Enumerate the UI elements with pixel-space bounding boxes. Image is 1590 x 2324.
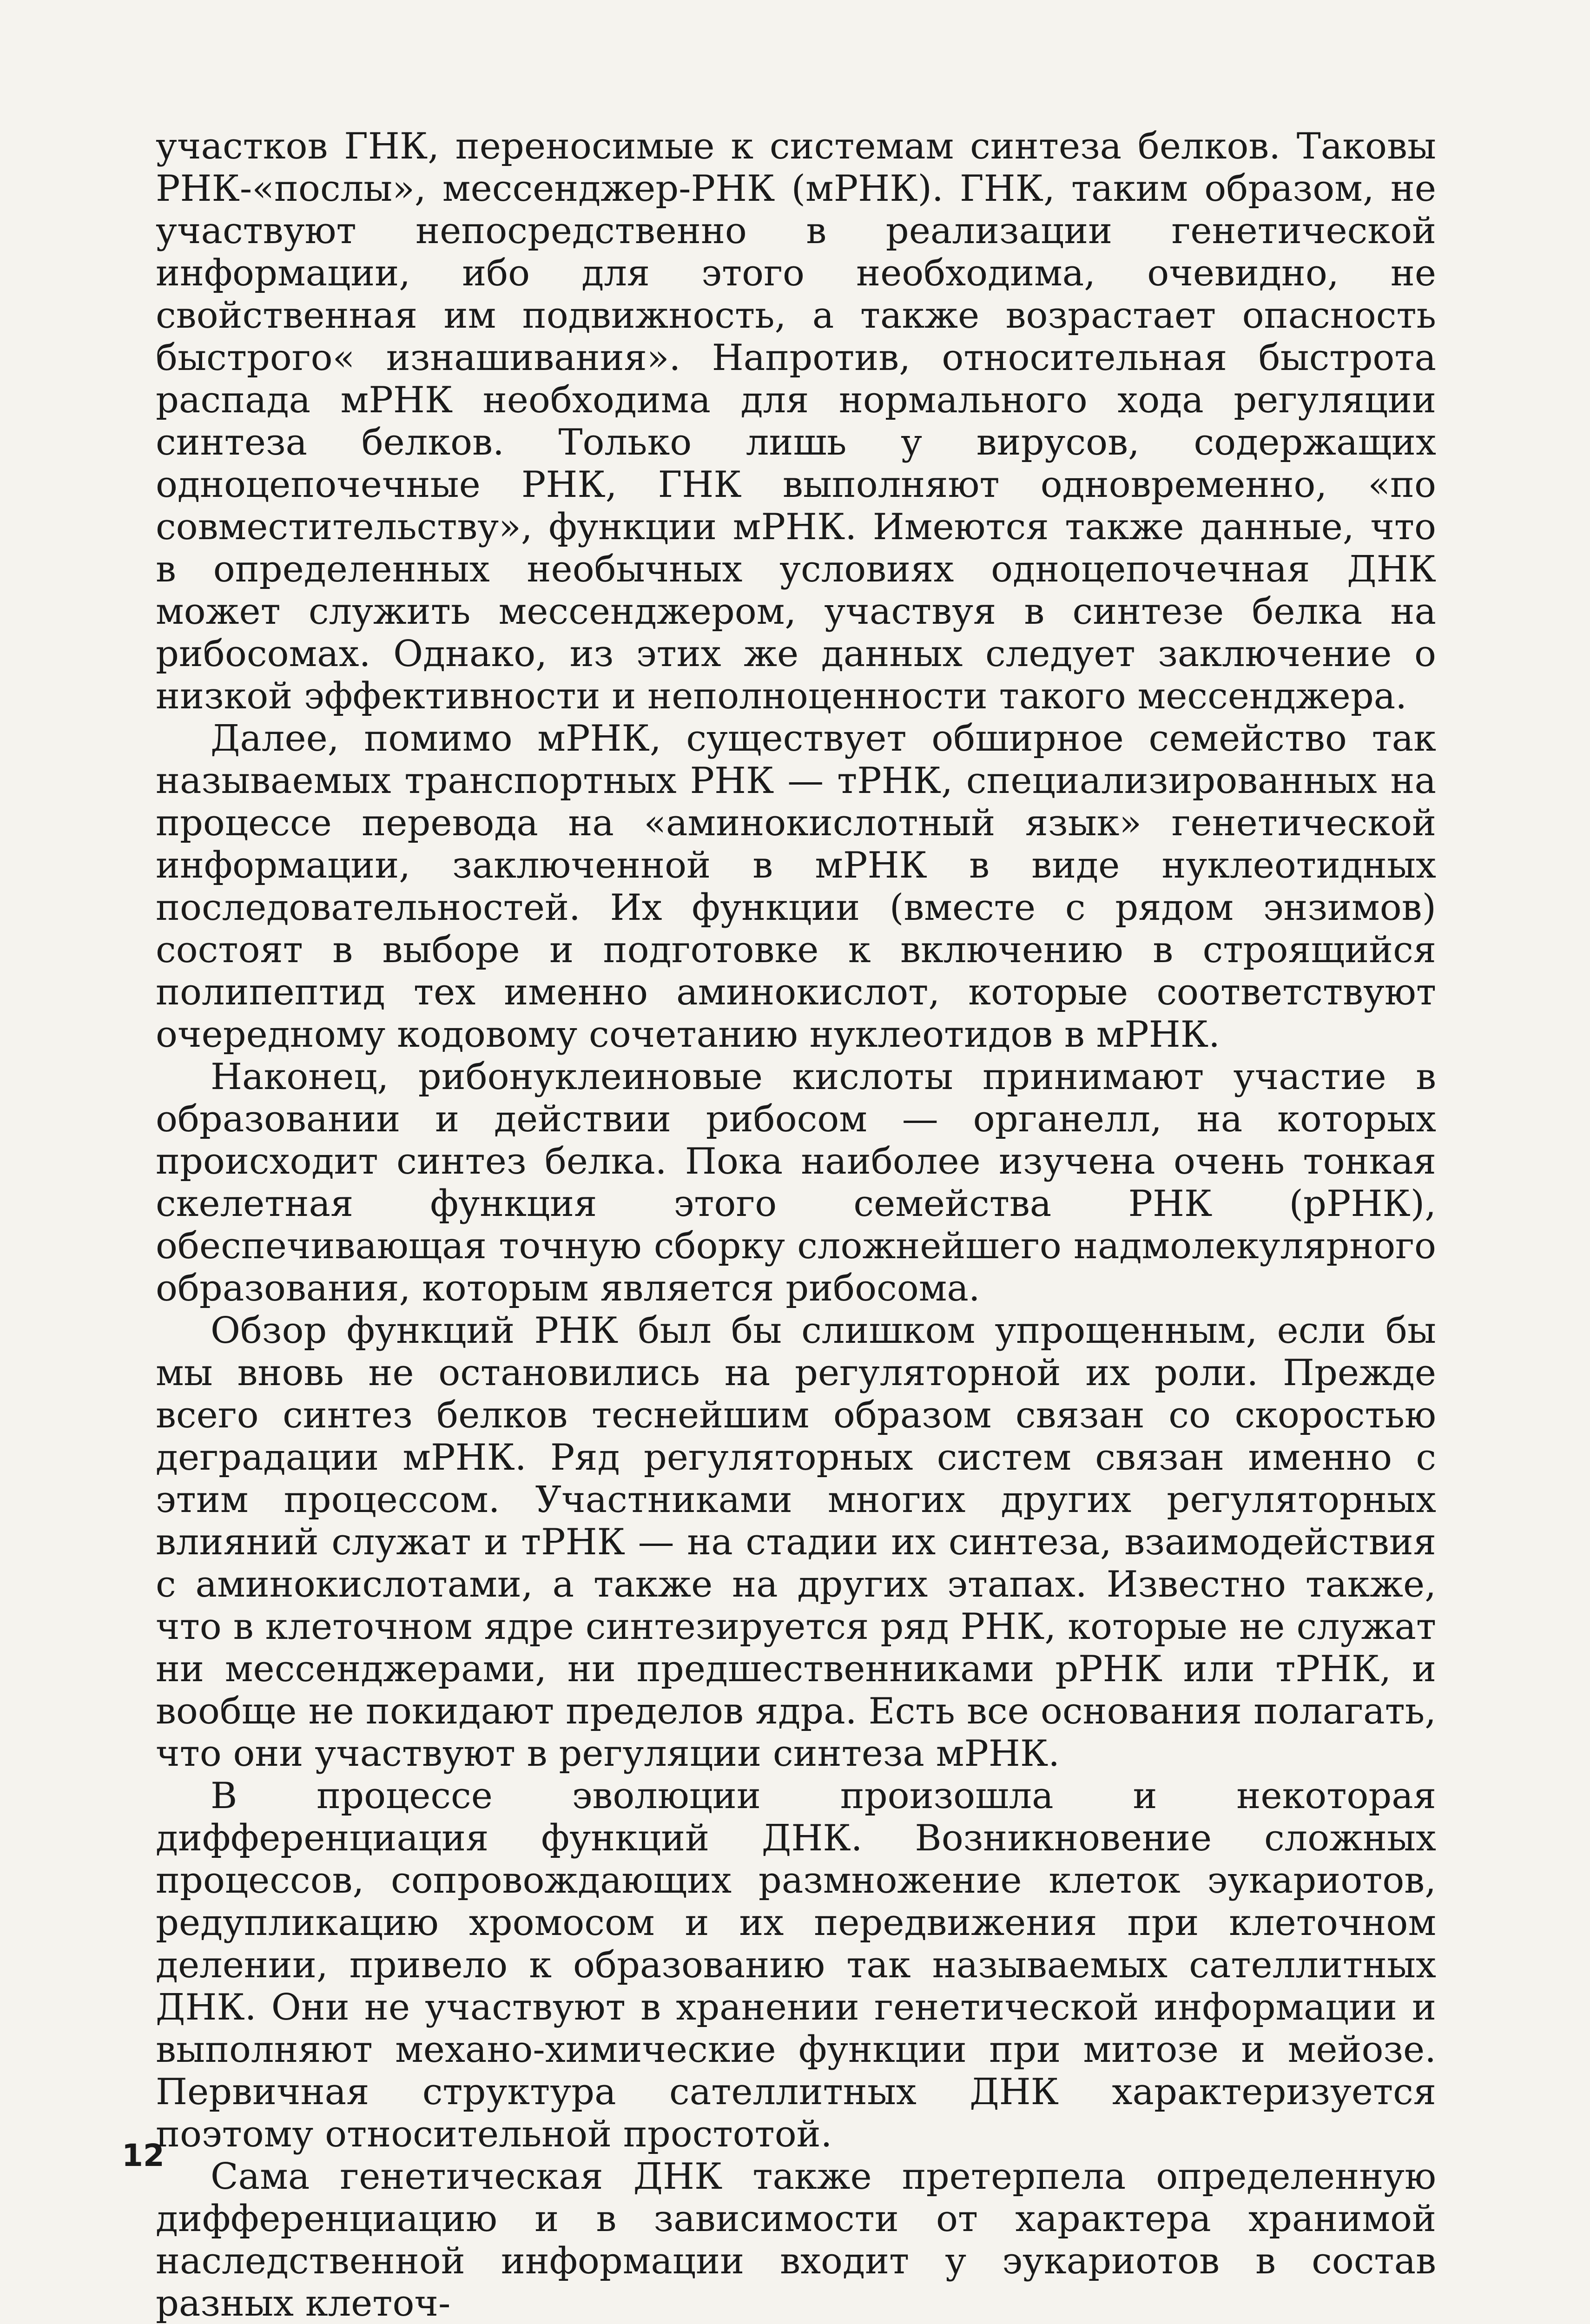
page-number: 12 <box>122 2138 165 2173</box>
paragraph: Обзор функций РНК был бы слишком упрощенным, если бы мы вновь не остановились на регуляторной их роли. Прежде всего синтез белков теснейшим образом связан со скоростью деградации мРНК. Ряд регуляторных систем связан именно с этим процессом. Участниками многих других регуляторных влияний служат и тРНК — на стадии их синтеза, взаимодействия с аминокислотами, а также на других этапах. Известно также, что в клеточном ядре синтезируется ряд РНК, которые не служат ни мессенджерами, ни предшественниками рРНК или тРНК, и вообще не покидают пределов ядра. Есть все основания полагать, что они участвуют в регуляции синтеза мРНК. <box>156 1310 1436 1775</box>
paragraph: Далее, помимо мРНК, существует обширное семейство так называемых транспортных РНК — тРНК, специализированных на процессе перевода на «аминокислотный язык» генетической информации, заключенной в мРНК в виде нуклеотидных последовательностей. Их функции (вместе с рядом энзимов) состоят в выборе и подготовке к включению в строящийся полипептид тех именно аминокислот, которые соответствуют очередному кодовому сочетанию нуклеотидов в мРНК. <box>156 718 1436 1056</box>
paragraph: Сама генетическая ДНК также претерпела определенную дифференциацию и в зависимости от характера хранимой наследственной информации входит у эукариотов в состав разных клеточ- <box>156 2156 1436 2324</box>
body-text <box>156 125 1436 2324</box>
paragraph: участков ГНК, переносимые к системам синтеза белков. Таковы РНК-«послы», мессенджер-РНК (мРНК). ГНК, таким образом, не участвуют непосредственно в реализации генетической информации, ибо для этого необходима, очевидно, не свойственная им подвижность, а также возрастает опасность быстрого« изнашивания». Напротив, относительная быстрота распада мРНК необходима для нормального хода регуляции синтеза белков. Только лишь у вирусов, содержащих одноцепочечные РНК, ГНК выполняют одновременно, «по совместительству», функции мРНК. Имеются также данные, что в определенных необычных условиях одноцепочечная ДНК может служить мессенджером, участвуя в синтезе белка на рибосомах. Однако, из этих же данных следует заключение о низкой эффективности и неполноценности такого мессенджера. <box>156 125 1436 717</box>
paragraph: В процессе эволюции произошла и некоторая дифференциация функций ДНК. Возникновение сложных процессов, сопровождающих размножение клеток эукариотов, редупликацию хромосом и их передвижения при клеточном делении, привело к образованию так называемых сателлитных ДНК. Они не участвуют в хранении генетической информации и выполняют механо-химические функции при митозе и мейозе. Первичная структура сателлитных ДНК характеризуется поэтому относительной простотой. <box>156 1775 1436 2155</box>
paragraph: Наконец, рибонуклеиновые кислоты принимают участие в образовании и действии рибосом — органелл, на которых происходит синтез белка. Пока наиболее изучена очень тонкая скелетная функция этого семейства РНК (рРНК), обеспечивающая точную сборку сложнейшего надмолекулярного образования, которым является рибосома. <box>156 1056 1436 1309</box>
